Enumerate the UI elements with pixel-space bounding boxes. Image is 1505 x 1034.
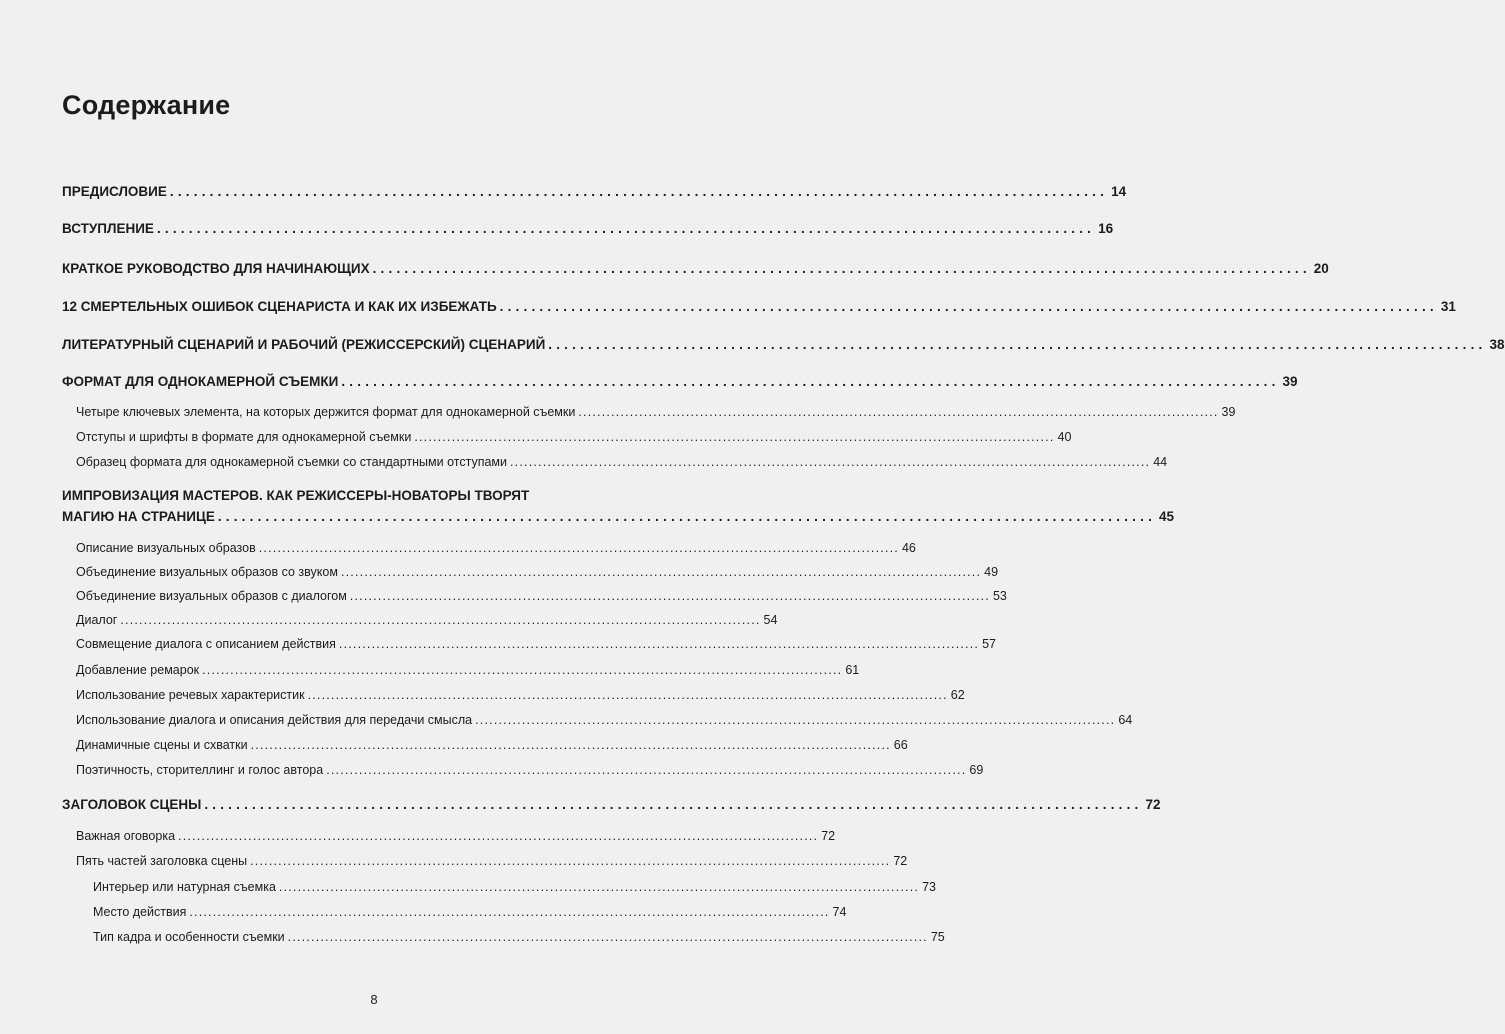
- toc-subentry[interactable]: [76, 455, 1168, 469]
- dot-leader: ......................................................................................................................: [499, 299, 1438, 314]
- toc-entry-title: КРАТКОЕ РУКОВОДСТВО ДЛЯ НАЧИНАЮЩИХ: [62, 261, 370, 276]
- toc-entry-title-line2: МАГИЮ НА СТРАНИЦЕ: [62, 509, 215, 524]
- toc-entry-title: Диалог: [76, 613, 118, 627]
- toc-entry-title: Объединение визуальных образов со звуком: [76, 565, 338, 579]
- dot-leader: .........................................................................................................................................: [202, 663, 843, 677]
- toc-entry-scene-heading[interactable]: [62, 797, 1161, 812]
- toc-entry-page: 49: [984, 565, 999, 579]
- toc-entry-page: 72: [893, 854, 908, 868]
- toc-entry-title: Важная оговорка: [76, 829, 176, 843]
- toc-subentry[interactable]: [76, 713, 1133, 727]
- toc-entry-page: 72: [1145, 797, 1161, 812]
- toc-entry-literary-script[interactable]: [62, 337, 1505, 352]
- dot-leader: .........................................................................................................................................: [278, 880, 920, 894]
- dot-leader: .........................................................................................................................................: [178, 829, 819, 843]
- dot-leader: .........................................................................................................................................: [120, 613, 761, 627]
- toc-subsubentry[interactable]: [93, 930, 945, 944]
- toc-entry-single-camera-format[interactable]: [62, 374, 1298, 389]
- toc-entry-title: Динамичные сцены и схватки: [76, 738, 248, 752]
- toc-subentry[interactable]: [76, 854, 908, 868]
- toc-entry-page: 66: [893, 738, 908, 752]
- dot-leader: ......................................................................................................................: [341, 374, 1280, 389]
- dot-leader: ......................................................................................................................: [217, 509, 1157, 524]
- dot-leader: .........................................................................................................................................: [475, 713, 1116, 727]
- page-title: Содержание: [62, 90, 231, 120]
- toc-entry-title: Использование диалога и описания действия для передачи смысла: [76, 713, 473, 727]
- toc-entry-title: Образец формата для однокамерной съемки со стандартными отступами: [76, 455, 507, 469]
- toc-entry-page: 16: [1098, 221, 1114, 236]
- toc-subentry[interactable]: [76, 688, 965, 702]
- toc-entry-page: 72: [821, 829, 836, 843]
- toc-entry-page: 46: [901, 541, 916, 555]
- dot-leader: .........................................................................................................................................: [349, 589, 990, 603]
- toc-entry-page: 57: [982, 637, 996, 651]
- toc-entry-title: ЗАГОЛОВОК СЦЕНЫ: [62, 797, 202, 812]
- toc-entry-title: ПРЕДИСЛОВИЕ: [62, 184, 167, 199]
- toc-subentry[interactable]: [76, 637, 996, 651]
- dot-leader: .........................................................................................................................................: [258, 541, 899, 555]
- toc-subentry[interactable]: [76, 405, 1236, 419]
- dot-leader: .........................................................................................................................................: [250, 738, 891, 752]
- toc-subentry[interactable]: [76, 430, 1072, 444]
- toc-entry-title: Добавление ремарок: [76, 663, 200, 677]
- toc-subentry[interactable]: [76, 541, 916, 555]
- page-number: 8: [370, 992, 378, 1007]
- toc-entry-page: 20: [1313, 261, 1329, 276]
- toc-entry-page: 14: [1111, 184, 1127, 199]
- dot-leader: .........................................................................................................................................: [189, 905, 830, 919]
- toc-entry-title: ФОРМАТ ДЛЯ ОДНОКАМЕРНОЙ СЪЕМКИ: [62, 374, 339, 389]
- dot-leader: ......................................................................................................................: [169, 184, 1109, 199]
- toc-entry-title: Четыре ключевых элемента, на которых держится формат для однокамерной съемки: [76, 405, 576, 419]
- toc-subsubentry[interactable]: [93, 880, 936, 894]
- dot-leader: .........................................................................................................................................: [326, 763, 967, 777]
- dot-leader: .........................................................................................................................................: [414, 430, 1055, 444]
- toc-subentry[interactable]: [76, 763, 984, 777]
- dot-leader: .........................................................................................................................................: [250, 854, 891, 868]
- toc-entry-page: 31: [1440, 299, 1456, 314]
- toc-entry-12-mistakes[interactable]: [62, 299, 1456, 314]
- toc-entry-beginners-guide[interactable]: [62, 261, 1329, 276]
- dot-leader: .........................................................................................................................................: [338, 637, 980, 651]
- toc-entry-title: Объединение визуальных образов с диалогом: [76, 589, 347, 603]
- dot-leader: ......................................................................................................................: [156, 221, 1096, 236]
- toc-entry-page: 53: [992, 589, 1007, 603]
- toc-entry-page: 38: [1489, 337, 1505, 352]
- toc-entry-title-line1: ИМПРОВИЗАЦИЯ МАСТЕРОВ. КАК РЕЖИССЕРЫ-НОВАТОРЫ ТВОРЯТ: [62, 488, 530, 503]
- toc-entry-title: ЛИТЕРАТУРНЫЙ СЦЕНАРИЙ И РАБОЧИЙ (РЕЖИССЕРСКИЙ) СЦЕНАРИЙ: [62, 337, 546, 352]
- dot-leader: ......................................................................................................................: [548, 337, 1487, 352]
- toc-subentry[interactable]: [76, 738, 908, 752]
- dot-leader: .........................................................................................................................................: [340, 565, 982, 579]
- toc-subentry[interactable]: [76, 613, 778, 627]
- toc-entry-title: Описание визуальных образов: [76, 541, 256, 555]
- dot-leader: ......................................................................................................................: [204, 797, 1143, 812]
- toc-subentry[interactable]: [76, 663, 860, 677]
- toc-entry-page: 75: [930, 930, 945, 944]
- toc-entry-page: 39: [1221, 405, 1236, 419]
- toc-entry-introduction[interactable]: [62, 221, 1114, 236]
- dot-leader: .........................................................................................................................................: [307, 688, 948, 702]
- toc-entry-title: Использование речевых характеристик: [76, 688, 305, 702]
- toc-subentry[interactable]: [76, 829, 836, 843]
- toc-subsubentry[interactable]: [93, 905, 847, 919]
- toc-entry-page: 40: [1057, 430, 1072, 444]
- toc-entry-title: 12 СМЕРТЕЛЬНЫХ ОШИБОК СЦЕНАРИСТА И КАК ИХ ИЗБЕЖАТЬ: [62, 299, 497, 314]
- toc-entry-page: 62: [950, 688, 965, 702]
- toc-entry-page: 69: [969, 763, 984, 777]
- toc-entry-title: Тип кадра и особенности съемки: [93, 930, 285, 944]
- toc-entry-page: 64: [1118, 713, 1133, 727]
- toc-entry-page: 61: [845, 663, 860, 677]
- toc-entry-title: Поэтичность, сторителлинг и голос автора: [76, 763, 324, 777]
- dot-leader: .........................................................................................................................................: [578, 405, 1219, 419]
- toc-entry-title: Совмещение диалога с описанием действия: [76, 637, 336, 651]
- toc-subentry[interactable]: [76, 565, 999, 579]
- toc-entry-title: Пять частей заголовка сцены: [76, 854, 248, 868]
- toc-entry-title: Отступы и шрифты в формате для однокамерной съемки: [76, 430, 412, 444]
- toc-entry-preface[interactable]: [62, 184, 1127, 199]
- toc-entry-title: Интерьер или натурная съемка: [93, 880, 276, 894]
- toc-entry-title: ВСТУПЛЕНИЕ: [62, 221, 154, 236]
- toc-entry-page: 44: [1153, 455, 1168, 469]
- toc-entry-page: 39: [1282, 374, 1298, 389]
- toc-entry-page: 74: [832, 905, 847, 919]
- toc-entry-improvisation[interactable]: [62, 488, 1175, 524]
- dot-leader: ......................................................................................................................: [372, 261, 1311, 276]
- toc-entry-title: Место действия: [93, 905, 187, 919]
- toc-entry-page: 54: [763, 613, 778, 627]
- toc-entry-page: 73: [922, 880, 936, 894]
- toc-entry-page: 45: [1159, 509, 1175, 524]
- toc-subentry[interactable]: [76, 589, 1007, 603]
- dot-leader: .........................................................................................................................................: [287, 930, 928, 944]
- dot-leader: .........................................................................................................................................: [510, 455, 1151, 469]
